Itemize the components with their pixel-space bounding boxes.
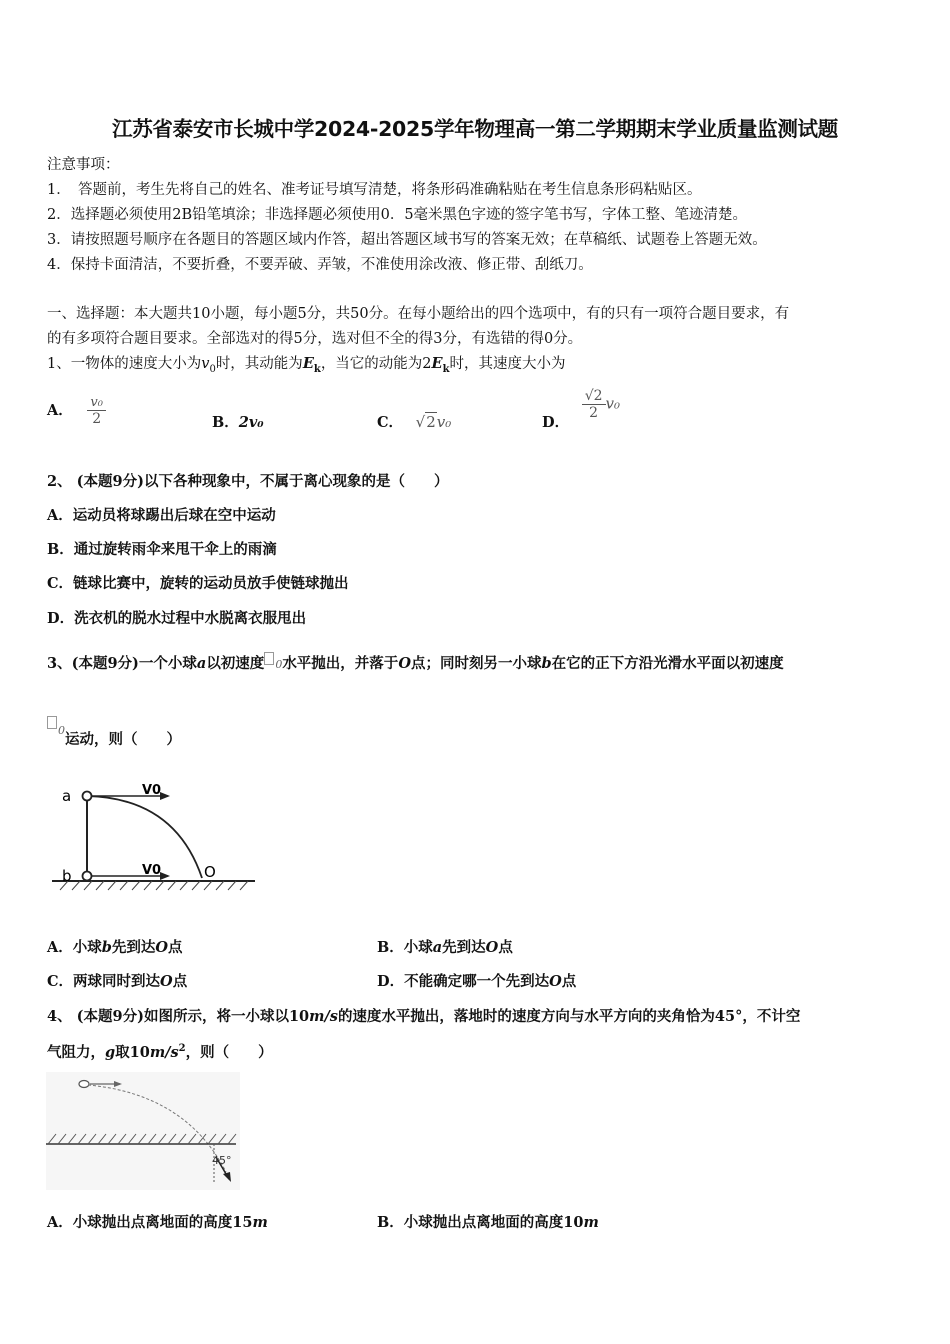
q3-option-b-text-1: B．小球 <box>377 939 433 956</box>
q4-unit-1: m/s <box>309 1008 338 1025</box>
ball-icon <box>79 1081 89 1088</box>
q3-option-c <box>47 970 187 991</box>
q3-v0-sub: 0 <box>275 658 283 671</box>
label-a: a <box>62 787 72 805</box>
q3-option-a-text-1: A．小球 <box>47 939 102 956</box>
q3-option-a-text-2: b <box>101 939 112 956</box>
q1-option-d-numerator: √2 <box>584 388 603 404</box>
q1-v0: v <box>201 356 210 372</box>
q4-option-b <box>377 1211 599 1232</box>
question-3-stem-line-1 <box>47 652 784 673</box>
label-o: O <box>204 863 216 881</box>
q1-option-c-radicand: 2 <box>426 413 436 431</box>
q1-option-a-denominator: 2 <box>87 410 106 427</box>
q3-option-b-text-4: O <box>485 939 499 956</box>
q1-option-c <box>377 411 451 432</box>
q4-text-4: 取10 <box>115 1044 150 1061</box>
q3-option-a-text-4: O <box>155 939 169 956</box>
q1-ek: E <box>302 355 314 372</box>
q3-text-3: 水平抛出，并落于 <box>282 655 399 672</box>
q3-option-b <box>377 936 513 957</box>
q4-option-b-text: B．小球抛出点离地面的高度10 <box>377 1214 584 1231</box>
q3-option-d-text-3: 点 <box>561 973 577 990</box>
q3-ball-a: a <box>196 655 207 672</box>
q3-option-c-text-2: O <box>160 973 173 990</box>
q3-option-a <box>47 936 183 957</box>
arrow-head-bottom-icon <box>160 872 170 880</box>
q3-option-d <box>377 970 576 991</box>
q1-option-d-v0: v₀ <box>605 394 621 413</box>
projectile-figure-1 <box>50 780 260 920</box>
page-title: 江苏省泰安市长城中学2024-2025学年物理高一第二学期期末学业质量监测试题 <box>112 117 838 141</box>
q1-text-3: ，当它的动能为2 <box>320 356 432 372</box>
q1-ek-2: E <box>431 355 443 372</box>
notice-item-2: 2．选择题必须使用2B铅笔填涂；非选择题必须使用0．5毫米黑色字迹的签字笔书写，字体工整、笔迹清楚。 <box>47 207 748 223</box>
ball-a-icon <box>83 792 92 801</box>
q3-text-6: 运动，则（ ） <box>65 731 181 748</box>
q1-option-c-label: C． <box>377 414 404 431</box>
q3-option-b-text-2: a <box>432 939 443 956</box>
q1-option-d-denominator: 2 <box>582 404 606 421</box>
notice-item-4: 4．保持卡面清洁，不要折叠，不要弄破、弄皱，不准使用涂改液、修正带、刮纸刀。 <box>47 257 593 273</box>
q3-text-5: 在它的正下方沿光滑水平面以初速度 <box>551 655 784 672</box>
q1-option-d <box>542 388 621 431</box>
q4-text-5: ，则（ ） <box>185 1044 273 1061</box>
notice-item-3: 3．请按照题号顺序在各题目的答题区域内作答，超出答题区域书写的答案无效；在草稿纸、试题卷上答题无效。 <box>47 232 767 248</box>
q4-text-2: 的速度水平抛出，落地时的速度方向与水平方向的夹角恰为45°，不计空 <box>337 1008 801 1025</box>
q3-text-4: 点；同时刻另一小球 <box>410 655 542 672</box>
q4-option-a <box>47 1211 268 1232</box>
q1-v0-sub: 0 <box>209 363 216 375</box>
q1-text-2: 时，其动能为 <box>215 356 303 372</box>
question-4-stem-line-1 <box>47 1005 800 1026</box>
q3-ball-b: b <box>541 655 552 672</box>
projectile-figure-2 <box>46 1072 240 1190</box>
q1-ek-sub-2: k <box>442 363 450 375</box>
notice-heading: 注意事项： <box>47 157 120 173</box>
notice-item-1: 1． 答题前，考生先将自己的姓名、准考证号填写清楚，将条形码准确粘贴在考生信息条形码粘贴区。 <box>47 182 702 198</box>
q4-unit-exp: 2 <box>178 1043 186 1055</box>
q3-option-b-text-3: 先到达 <box>442 939 486 956</box>
question-2-stem: 2、 (本题9分)以下各种现象中，不属于离心现象的是（ ） <box>47 473 449 490</box>
question-4-stem-line-2 <box>47 1041 273 1062</box>
q1-ek-sub: k <box>313 363 321 375</box>
q3-option-a-text-5: 点 <box>168 939 183 956</box>
q1-option-a-numerator: v₀ <box>90 395 103 410</box>
q1-text-4: 时，其速度大小为 <box>449 356 566 372</box>
q3-option-a-text-3: 先到达 <box>111 939 156 956</box>
q3-text-2: 以初速度 <box>206 655 265 672</box>
missing-glyph-icon <box>47 716 57 729</box>
q3-option-b-text-5: 点 <box>498 939 513 956</box>
angle-label: 45° <box>212 1154 232 1167</box>
ground-hatching <box>60 881 248 890</box>
q3-option-c-text-3: 点 <box>172 973 188 990</box>
q2-option-d: D．洗衣机的脱水过程中水脱离衣服甩出 <box>47 610 307 627</box>
q3-v0-sub-2: 0 <box>58 724 65 737</box>
question-3-stem-line-2 <box>47 724 181 749</box>
q1-option-d-label: D． <box>542 413 570 431</box>
q4-text-3: 气阻力， <box>47 1044 105 1061</box>
arrow-head-top-icon <box>160 792 170 800</box>
q2-option-a: A．运动员将球踢出后球在空中运动 <box>47 507 276 524</box>
question-1-stem <box>47 352 566 375</box>
q1-option-b <box>212 411 264 432</box>
q1-option-c-v0: v₀ <box>436 413 452 431</box>
q1-option-a-label: A． <box>47 402 73 419</box>
q3-option-d-text-1: D．不能确定哪一个先到达 <box>377 973 550 990</box>
q4-g: g <box>105 1044 116 1061</box>
label-v0-bottom: V0 <box>142 863 162 878</box>
ball-b-icon <box>83 872 92 881</box>
q4-option-a-unit: m <box>252 1214 268 1231</box>
q3-text-1: 3、(本题9分)一个小球 <box>47 655 197 672</box>
q1-option-a <box>47 395 106 427</box>
section-intro-line-1: 一、选择题：本大题共10小题，每小题5分，共50分。在每小题给出的四个选项中，有的只有一项符合题目要求，有 <box>47 306 790 322</box>
q3-option-c-text-1: C．两球同时到达 <box>47 973 161 990</box>
q4-text-1: 4、 (本题9分)如图所示，将一小球以10 <box>47 1008 310 1025</box>
q1-option-d-fraction <box>582 388 606 421</box>
section-intro-line-2: 的有多项符合题目要求。全部选对的得5分，选对但不全的得3分，有选错的得0分。 <box>47 331 583 347</box>
label-b: b <box>62 867 72 885</box>
q1-option-a-fraction <box>87 395 106 427</box>
missing-glyph-icon <box>264 652 274 665</box>
q1-option-b-text: 2v₀ <box>238 414 264 431</box>
q4-option-b-unit: m <box>583 1214 599 1231</box>
q1-text-1: 1、一物体的速度大小为 <box>47 356 202 372</box>
q4-option-a-text: A．小球抛出点离地面的高度15 <box>47 1214 253 1231</box>
q3-point-o: O <box>398 655 411 672</box>
q1-option-b-label: B． <box>212 414 239 431</box>
label-v0-top: V0 <box>142 783 162 798</box>
q4-unit-2: m/s <box>149 1044 179 1061</box>
q2-option-b: B．通过旋转雨伞来甩干伞上的雨滴 <box>47 541 277 558</box>
q1-option-c-sqrt: √2 <box>415 413 436 431</box>
q2-option-c: C．链球比赛中，旋转的运动员放手使链球抛出 <box>47 575 349 592</box>
q3-option-d-text-2: O <box>549 973 562 990</box>
figure-background <box>46 1072 240 1190</box>
